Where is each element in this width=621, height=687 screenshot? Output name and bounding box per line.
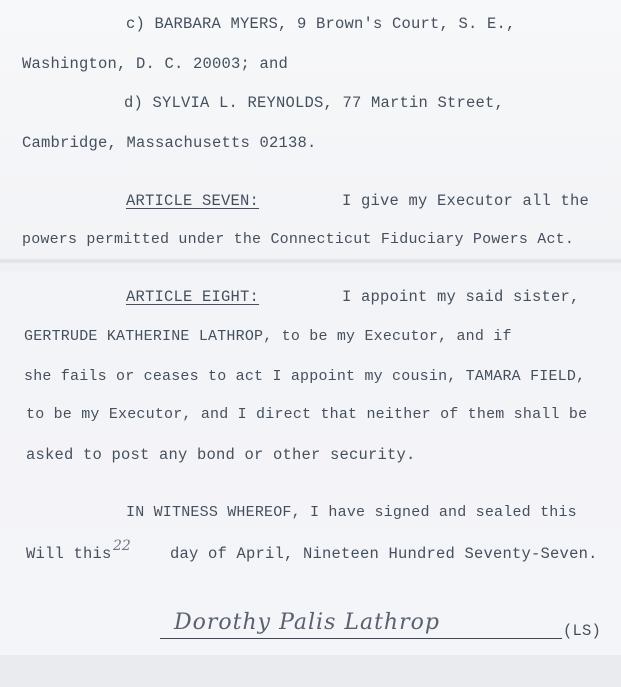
article-eight-text: I appoint my said sister,	[342, 288, 580, 306]
article-seven-heading: ARTICLE SEVEN:	[126, 192, 260, 210]
signature-line	[160, 638, 562, 639]
item-d-line: d) SYLVIA L. REYNOLDS, 77 Martin Street,	[124, 94, 505, 112]
witness-line-2: day of April, Nineteen Hundred Seventy-Seven.	[170, 545, 598, 563]
witness-line-1: IN WITNESS WHEREOF, I have signed and sealed this	[126, 504, 577, 521]
article-seven-continuation: powers permitted under the Connecticut Fiduciary Powers Act.	[22, 231, 575, 248]
item-d-continuation: Cambridge, Massachusetts 02138.	[22, 134, 317, 152]
item-c-continuation: Washington, D. C. 20003; and	[22, 55, 289, 73]
article-seven-text: I give my Executor all the	[342, 192, 590, 210]
page-bottom-edge	[0, 655, 621, 687]
paper-fold	[0, 258, 621, 264]
article-eight-line-3: she fails or ceases to act I appoint my cousin, TAMARA FIELD,	[24, 368, 586, 385]
item-c-line: c) BARBARA MYERS, 9 Brown's Court, S. E.,	[126, 15, 516, 33]
article-eight-line-2: GERTRUDE KATHERINE LATHROP, to be my Executor, and if	[24, 328, 512, 345]
article-eight-line-5: asked to post any bond or other security.	[26, 446, 416, 464]
witness-will-label: Will this	[26, 545, 112, 563]
article-eight-line-4: to be my Executor, and I direct that neither of them shall be	[26, 406, 588, 423]
seal-label: (LS)	[563, 622, 602, 640]
signature: Dorothy Palis Lathrop	[174, 610, 440, 635]
handwritten-day: 22	[113, 538, 131, 554]
article-eight-heading: ARTICLE EIGHT:	[126, 288, 260, 306]
